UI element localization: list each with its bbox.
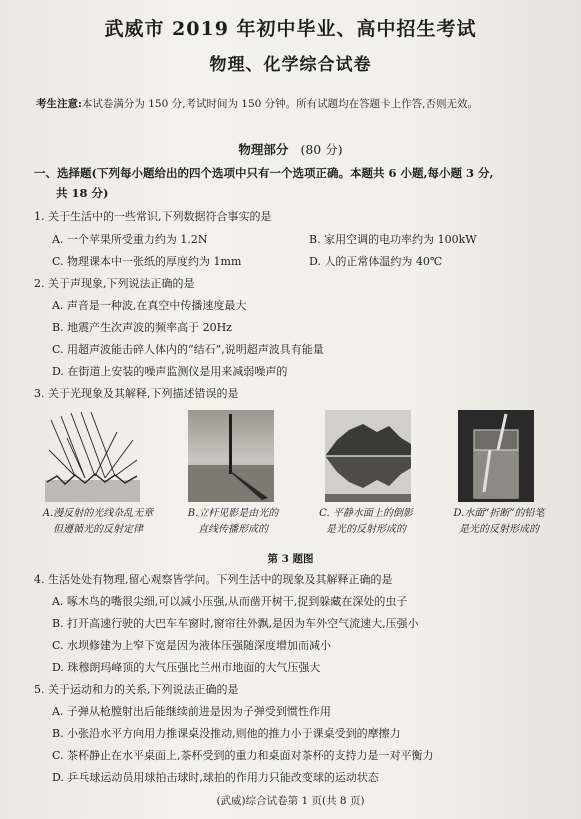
- caption-c-line-2: 是光的反射形成的: [326, 524, 406, 535]
- q1-option-c: C. 物理课本中一张纸的厚度约为 1mm: [52, 255, 242, 268]
- pole-shadow-figure: [188, 410, 274, 502]
- caption-b: [172, 506, 294, 538]
- q4-option-a: A. 啄木鸟的嘴很尖细,可以减小压强,从而凿开树干,捉到躲藏在深处的虫子: [52, 595, 408, 608]
- q2-option-a: A. 声音是一种波,在真空中传播速度最大: [52, 299, 247, 312]
- exam-subtitle: 物理、化学综合试卷: [209, 55, 372, 75]
- q2-option-b: B. 地震产生次声波的频率高于 20Hz: [52, 321, 232, 334]
- notice-label: 考生注意:: [36, 98, 82, 110]
- section-heading: [0, 140, 581, 158]
- q2-option-c: C. 用超声波能击碎人体内的“结石”,说明超声波具有能量: [52, 343, 324, 356]
- q4-option-d: D. 珠穆朗玛峰顶的大气压强比兰州市地面的大气压强大: [52, 661, 321, 674]
- q4-option-b: B. 打开高速行驶的大巴车车窗时,窗帘往外飘,是因为车外空气流速大,压强小: [52, 617, 419, 630]
- caption-d-line-1: D.水面“折断”的铅笔: [453, 508, 545, 519]
- q1-option-d: D. 人的正常体温约为 40℃: [309, 255, 443, 268]
- exam-title: 武威市 2019 年初中毕业、高中招生考试: [104, 18, 477, 40]
- water-reflection-figure: [325, 410, 411, 502]
- q2-stem: 2. 关于声现象,下列说法正确的是: [34, 277, 195, 290]
- section-title: 物理部分: [238, 142, 289, 157]
- caption-d: [434, 506, 564, 538]
- part-one-line-2: 共 18 分): [56, 186, 109, 200]
- caption-a: [28, 506, 168, 538]
- q2-option-d: D. 在街道上安装的噪声监测仪是用来减弱噪声的: [52, 365, 288, 378]
- q3-stem: 3. 关于光现象及其解释,下列描述错误的是: [34, 387, 239, 400]
- q5-option-b: B. 小张沿水平方向用力推课桌没推动,则他的推力小于课桌受到的摩擦力: [52, 727, 401, 740]
- diffuse-reflection-figure: [45, 410, 140, 502]
- notice-text: 本试卷满分为 150 分,考试时间为 150 分钟。所有试题均在答题卡上作答,否则无效。: [81, 98, 478, 110]
- q1-option-a: A. 一个苹果所受重力约为 1.2N: [52, 233, 208, 246]
- caption-b-line-2: 直线传播形成的: [198, 524, 268, 535]
- caption-b-line-1: B.立杆见影是由光的: [187, 508, 279, 519]
- pencil-in-water-figure: [458, 410, 534, 502]
- q5-option-d: D. 乒乓球运动员用球拍击球时,球拍的作用力只能改变球的运动状态: [52, 771, 379, 784]
- q3-figure-title: 第 3 题图: [267, 553, 314, 565]
- candidate-notice: [36, 96, 556, 111]
- q5-option-c: C. 茶杯静止在水平桌面上,茶杯受到的重力和桌面对茶杯的支持力是一对平衡力: [52, 749, 434, 762]
- part-one-line-1: 一、选择题(下列每小题给出的四个选项中只有一个选项正确。本题共 6 小题,每小题 3 分,: [34, 166, 494, 180]
- caption-c-line-1: C. 平静水面上的倒影: [319, 508, 413, 519]
- q5-stem: 5. 关于运动和力的关系,下列说法正确的是: [34, 683, 239, 696]
- q5-option-a: A. 子弹从枪膛射出后能继续前进是因为子弹受到惯性作用: [52, 705, 331, 718]
- q4-stem: 4. 生活处处有物理,留心观察皆学问。下列生活中的现象及其解释正确的是: [34, 573, 393, 586]
- caption-a-line-1: A.漫反射的光线杂乱无章: [42, 508, 154, 519]
- q1-stem: 1. 关于生活中的一些常识,下列数据符合事实的是: [34, 210, 272, 223]
- part-one-description: [34, 163, 564, 203]
- caption-d-line-2: 是光的反射形成的: [459, 524, 539, 535]
- q1-option-b: B. 家用空调的电功率约为 100kW: [309, 233, 477, 246]
- q4-option-c: C. 水坝修建为上窄下宽是因为液体压强随深度增加而减小: [52, 639, 332, 652]
- q3-figures: [40, 410, 550, 505]
- caption-c: [302, 506, 430, 538]
- page-footer: (武威)综合试卷第 1 页(共 8 页): [216, 795, 365, 807]
- section-score: (80 分): [300, 142, 343, 157]
- caption-a-line-2: 但遵循光的反射定律: [53, 524, 143, 535]
